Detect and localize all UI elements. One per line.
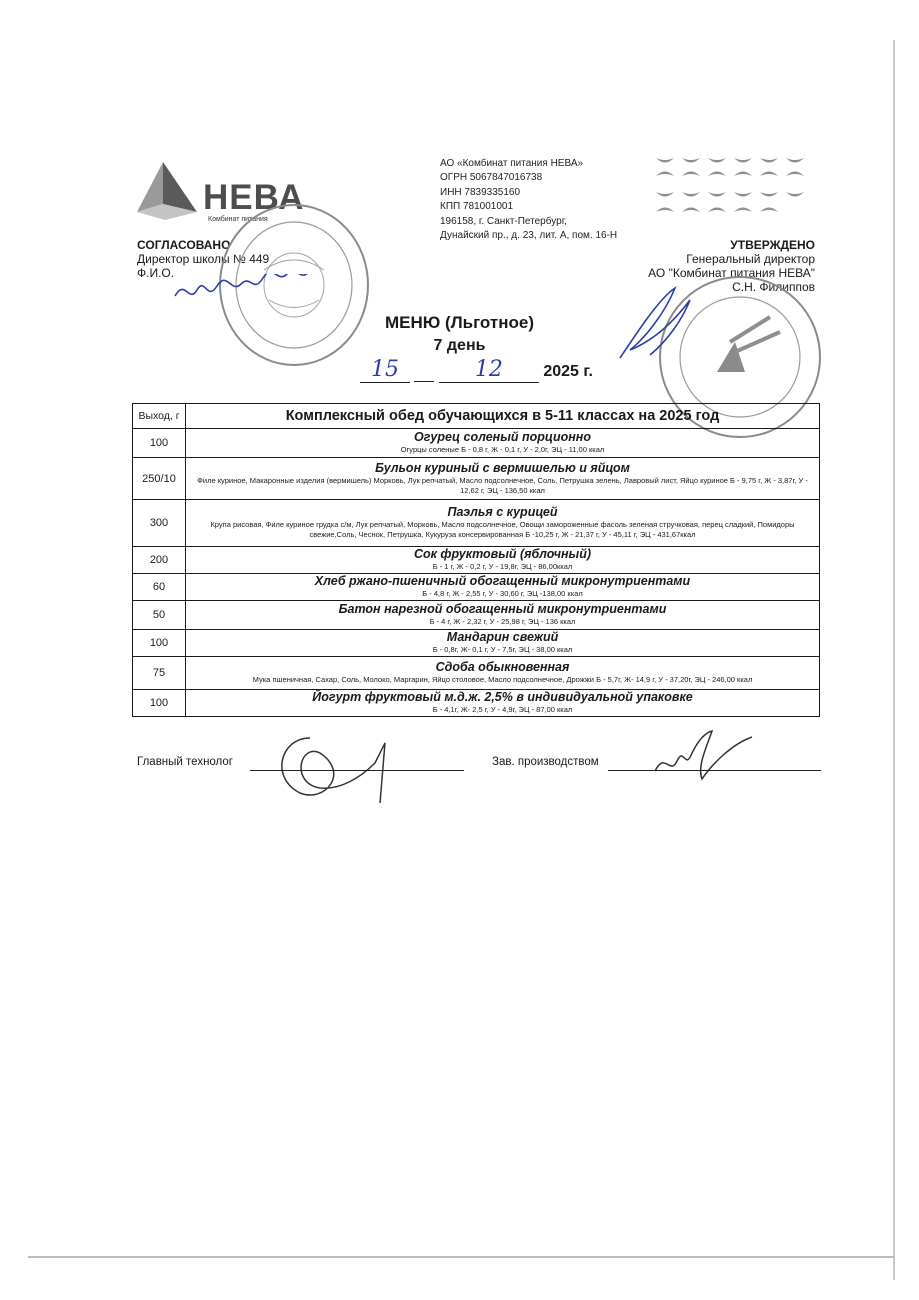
approved-block xyxy=(648,238,815,294)
requisite-line: Дунайский пр., д. 23, лит. А, пом. 16-Н xyxy=(440,230,618,242)
date-year: 2025 г. xyxy=(543,363,593,380)
dish-composition: Б - 4,8 г, Ж - 2,55 г, У - 30,60 г, ЭЦ -138,00 ккал xyxy=(422,589,583,598)
menu-table xyxy=(132,403,820,717)
row-output: 100 xyxy=(133,429,186,458)
agreed-fio: Ф.И.О. xyxy=(137,266,175,280)
table-row xyxy=(133,500,820,547)
row-output: 300 xyxy=(133,500,186,547)
table-header-row xyxy=(133,404,820,429)
company-requisites xyxy=(440,157,617,243)
tech-label: Главный технолог xyxy=(137,756,233,768)
requisite-line: КПП 781001001 xyxy=(440,201,514,213)
row-dish-cell xyxy=(186,500,820,547)
dish-composition: Б - 4 г, Ж - 2,32 г, У - 25,98 г, ЭЦ - 136 ккал xyxy=(429,617,576,626)
dish-name: Батон нарезной обогащенный микронутриентами xyxy=(338,602,667,616)
dish-composition: Б - 0,8г, Ж- 0,1 г, У - 7,5г, ЭЦ - 38,00 ккал xyxy=(432,645,573,654)
dish-composition: Огурцы соленые Б - 0,8 г, Ж - 0,1 г, У - 2,0г, ЭЦ - 11,00 ккал xyxy=(400,445,605,454)
row-dish-cell xyxy=(186,574,820,601)
row-output: 250/10 xyxy=(133,458,186,500)
prod-signature-icon xyxy=(650,726,760,786)
dish-composition: Б - 1 г, Ж - 0,2 г, У - 19,8г, ЭЦ - 86,00ккал xyxy=(432,562,573,571)
date-month: 12 xyxy=(439,357,539,383)
table-row xyxy=(133,429,820,458)
agreed-position: Директор школы № 449 xyxy=(137,252,270,266)
dish-name: Огурец соленый порционно xyxy=(414,430,591,444)
agreed-heading: СОГЛАСОВАНО xyxy=(137,238,231,252)
scan-edge-right xyxy=(893,40,895,1280)
table-row xyxy=(133,690,820,717)
menu-date xyxy=(360,357,593,383)
row-dish-cell xyxy=(186,458,820,500)
row-dish-cell xyxy=(186,630,820,657)
logo-wordmark: НЕВА xyxy=(203,178,305,217)
approved-position: Генеральный директор xyxy=(686,252,815,266)
table-row xyxy=(133,458,820,500)
requisite-line: 196158, г. Санкт-Петербург, xyxy=(440,215,567,227)
row-output: 75 xyxy=(133,657,186,690)
menu-day: 7 день xyxy=(433,337,486,354)
dish-composition: Б - 4,1г, Ж- 2,5 г, У - 4,9г, ЭЦ - 87,00 ккал xyxy=(432,705,573,714)
dish-name: Хлеб ржано-пшеничный обогащенный микронутриентами xyxy=(314,574,691,588)
header-title: Комплексный обед обучающихся в 5-11 классах на 2025 год xyxy=(285,408,720,424)
approved-name: С.Н. Филиппов xyxy=(732,280,815,294)
dish-name: Сдоба обыкновенная xyxy=(435,660,570,674)
dish-name: Мандарин свежий xyxy=(446,630,559,644)
row-dish-cell xyxy=(186,547,820,574)
row-output: 100 xyxy=(133,630,186,657)
row-dish-cell xyxy=(186,690,820,717)
dish-name: Сок фруктовый (яблочный) xyxy=(413,547,592,561)
dish-composition: Крупа рисовая, Филе куриное грудка с/м, Лук репчатый, Морковь, Масло подсолнечное, Овощи замороженные фасоль зеленая стручковая, перец сладкий, Помидоры свежие,Соль, Чеснок, Петрушка, Кукуруза консервированная Б -10,25 г, Ж - 21,37 г, У - 45,11 г, ЭЦ - 431,67ккал xyxy=(210,520,795,539)
row-dish-cell xyxy=(186,601,820,630)
requisite-line: ОГРН 5067847016738 xyxy=(440,172,543,184)
header-title-cell xyxy=(186,404,820,429)
date-underline xyxy=(414,363,434,382)
row-dish-cell xyxy=(186,429,820,458)
dish-name: Паэлья с курицей xyxy=(447,505,558,519)
decorative-waves-icon xyxy=(652,152,812,222)
scan-edge-bottom xyxy=(28,1256,894,1258)
requisite-line: АО «Комбинат питания НЕВА» xyxy=(440,158,584,169)
date-day: 15 xyxy=(360,357,410,383)
table-row xyxy=(133,630,820,657)
header-output: Выход, г xyxy=(133,404,186,429)
prod-label: Зав. производством xyxy=(492,756,599,768)
table-row xyxy=(133,657,820,690)
table-row xyxy=(133,601,820,630)
row-output: 60 xyxy=(133,574,186,601)
row-output: 50 xyxy=(133,601,186,630)
page-title: МЕНЮ (Льготное) xyxy=(385,313,534,332)
agreed-block xyxy=(137,238,269,280)
dish-composition: Филе куриное, Макаронные изделия (вермишель) Морковь, Лук репчатый, Масло подсолнечное, Соль, Петрушка зелень, Лавровый лист, Яйцо куриное Б - 9,75 г, Ж - 3,87г, У - 12,62 г, ЭЦ - 136,50 ккал xyxy=(197,475,808,495)
table-row xyxy=(133,547,820,574)
dish-name: Бульон куриный с вермишелью и яйцом xyxy=(375,460,630,475)
table-row xyxy=(133,574,820,601)
prod-signature-line xyxy=(608,770,821,771)
approved-org: АО "Комбинат питания НЕВА" xyxy=(648,266,815,280)
row-output: 100 xyxy=(133,690,186,717)
logo-subtitle: Комбинат питания xyxy=(208,216,268,223)
tech-signature-line xyxy=(250,770,464,771)
dish-composition: Мука пшеничная, Сахар, Соль, Молоко, Маргарин, Яйцо столовое, Масло подсолнечное, Дрожжи Б - 5,7г, Ж- 14,9 г, У - 37,20г, ЭЦ - 246,00 ккал xyxy=(252,675,753,684)
requisite-line: ИНН 7839335160 xyxy=(440,186,521,198)
row-output: 200 xyxy=(133,547,186,574)
row-dish-cell xyxy=(186,657,820,690)
approved-heading: УТВЕРЖДЕНО xyxy=(730,238,815,252)
dish-name: Йогурт фруктовый м.д.ж. 2,5% в индивидуальной упаковке xyxy=(312,690,693,704)
